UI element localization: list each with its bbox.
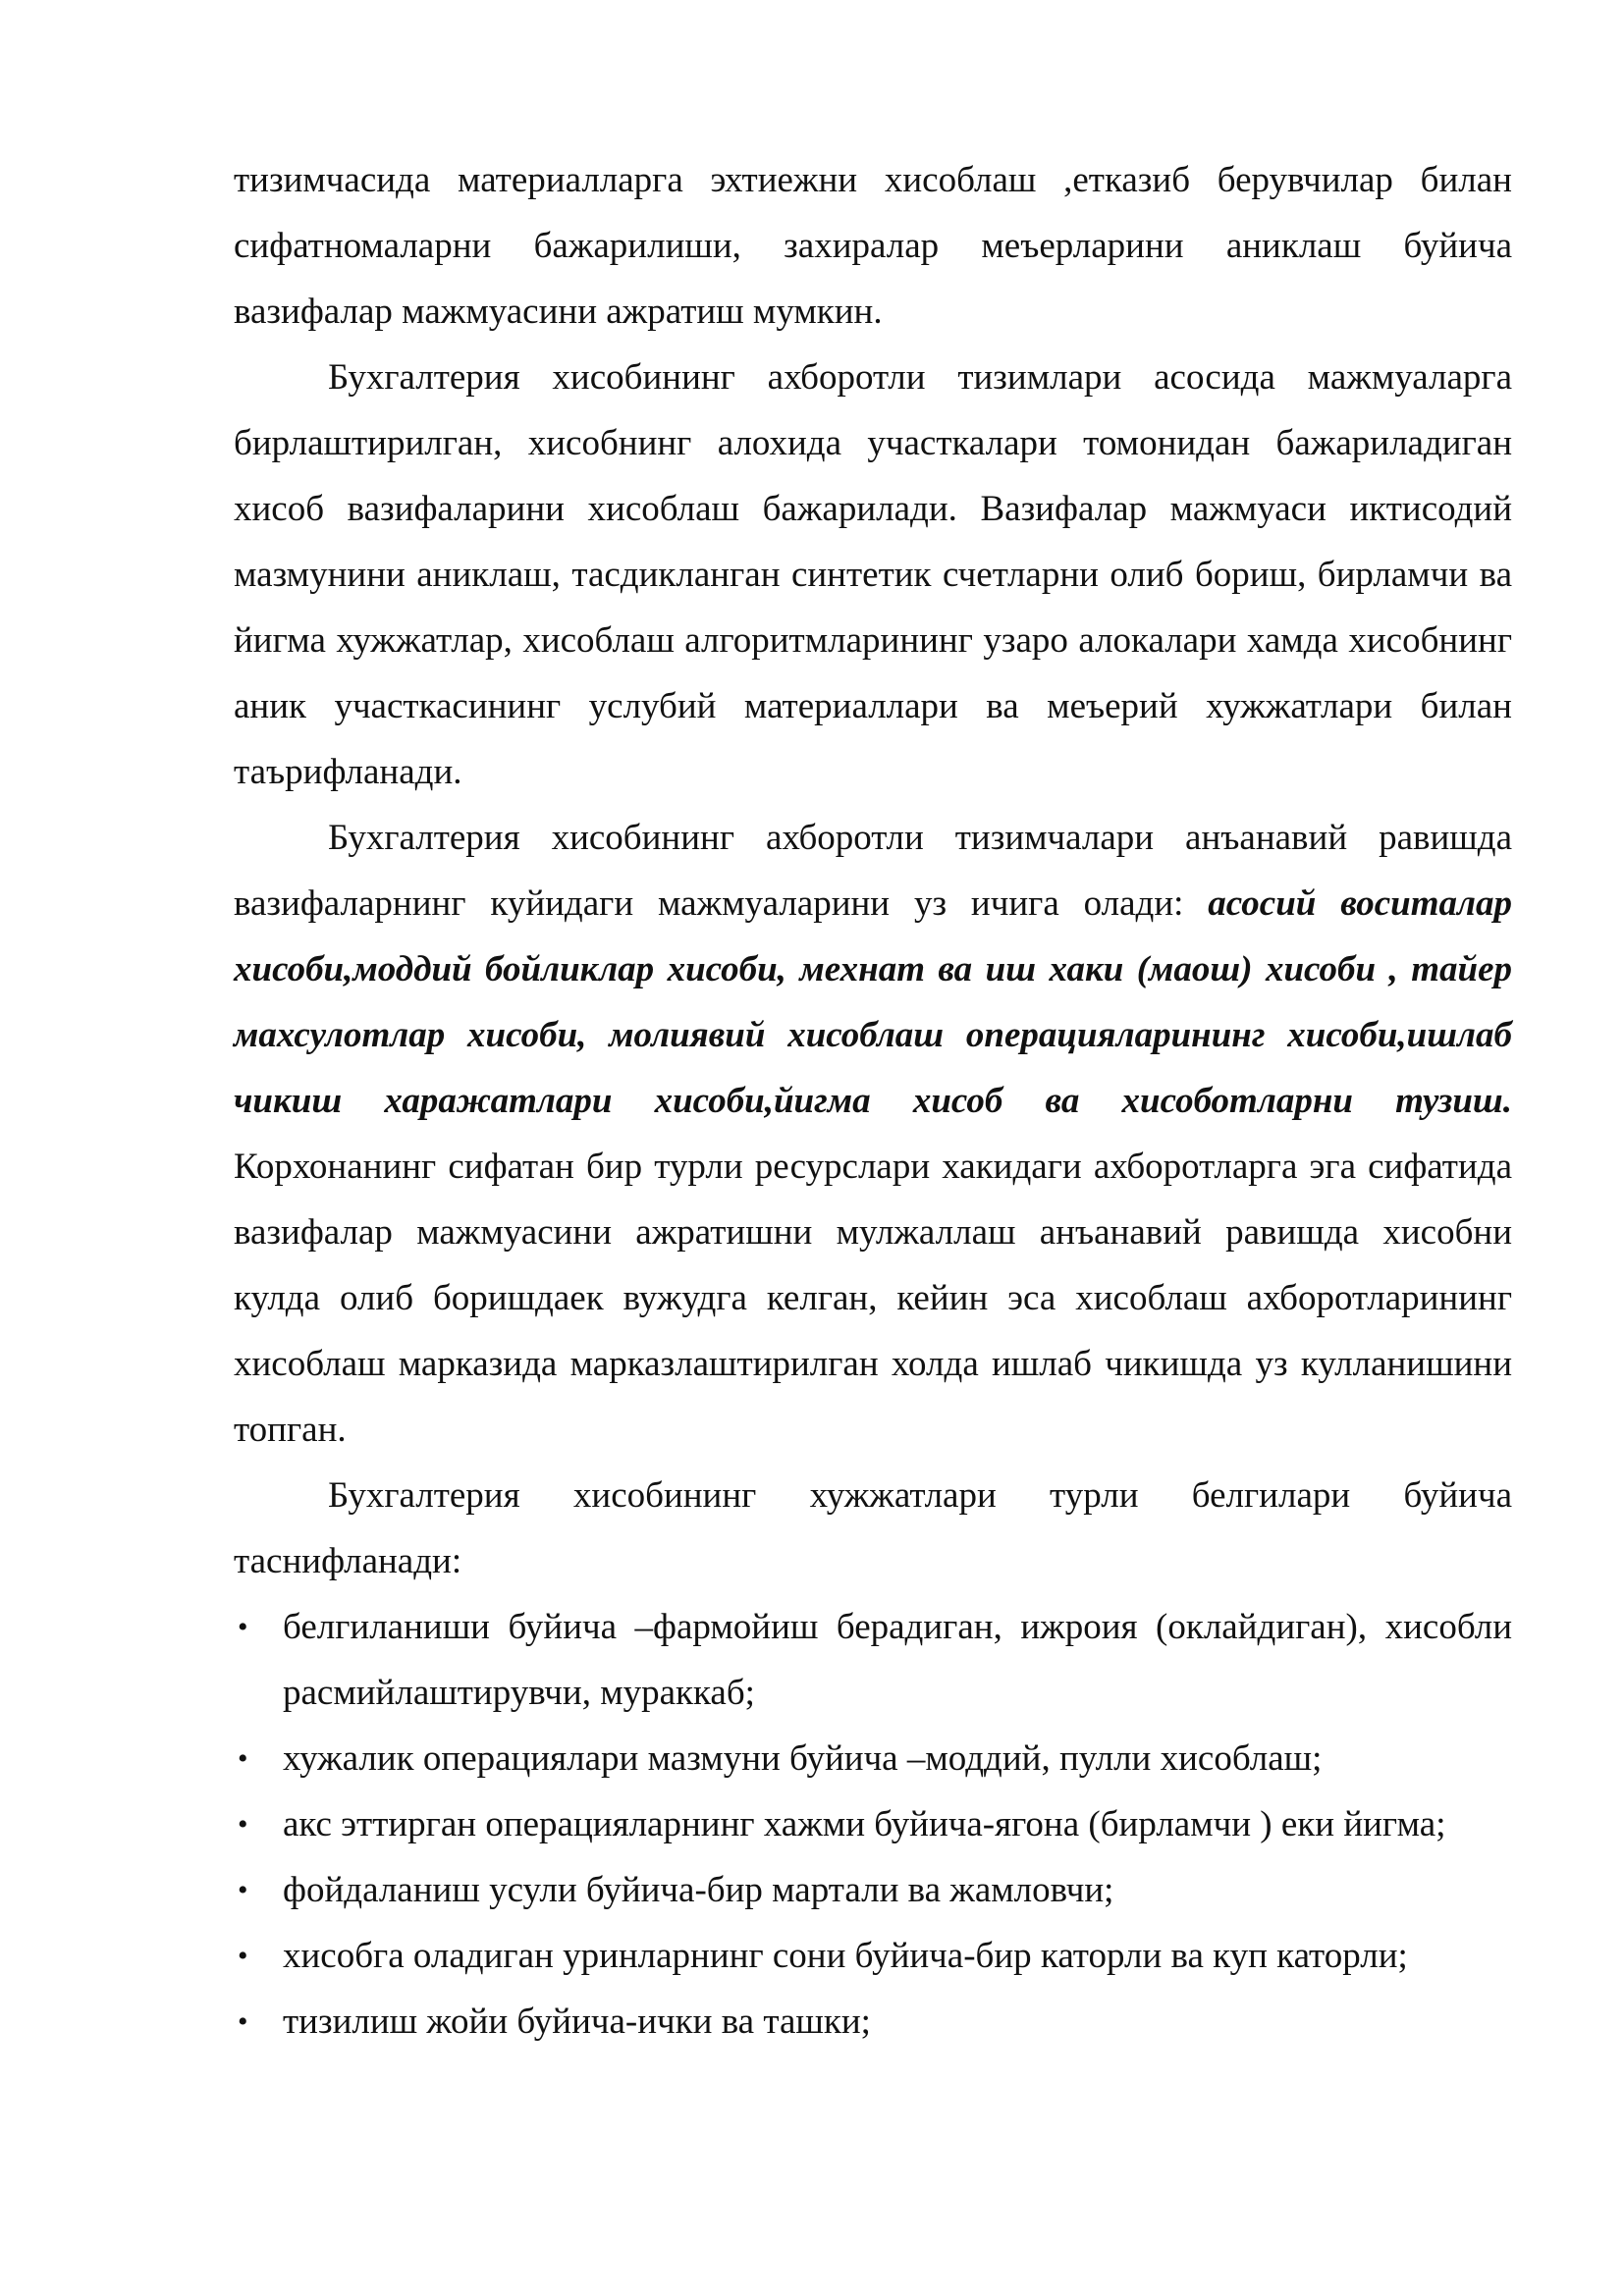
bullet-icon: • bbox=[238, 1808, 248, 1841]
list-item bbox=[234, 1726, 1512, 1791]
bullet-icon: • bbox=[238, 1874, 248, 1906]
list-item-text: хужалик операциялари мазмуни буйича –моддий, пулли хисоблаш; bbox=[283, 1738, 1323, 1779]
list-item-text: тизилиш жойи буйича-ички ва ташки; bbox=[283, 2002, 871, 2042]
paragraph-2: Бухгалтерия хисобининг ахборотли тизимлари асосида мажмуаларга бирлаштирилган, хисобнинг алохида участкалари томонидан бажариладиган хисоб вазифаларини хисоблаш бажарилади. Вазифалар мажмуаси иктисодий мазмунини аниклаш, тасдикланган синтетик счетларни олиб бориш, бирламчи ва йигма хужжатлар, хисоблаш алгоритмларининг узаро алокалари хамда хисобнинг аник участкасининг услубий материаллари ва меъерий хужжатлари билан таърифланади. bbox=[234, 357, 1512, 792]
list-item bbox=[234, 1857, 1512, 1923]
bullet-icon: • bbox=[238, 1940, 248, 1972]
paragraph-1: тизимчасида материалларга эхтиежни хисоблаш ,етказиб берувчилар билан сифатномаларни бажарилиши, захиралар меъерларини аниклаш буйича вазифалар мажмуасини ажратиш мумкин. bbox=[234, 160, 1512, 332]
list-item-text: акс эттирган операцияларнинг хажми буйича-ягона (бирламчи ) еки йигма; bbox=[283, 1804, 1446, 1844]
list-item bbox=[234, 1594, 1512, 1726]
paragraph-4: Бухгалтерия хисобининг хужжатлари турли белгилари буйича таснифланади: bbox=[234, 1475, 1512, 1581]
paragraph-3-start: Бухгалтерия хисобининг ахборотли тизимчалари анъанавий равишда вазифаларнинг куйидаги мажмуаларини уз ичига олади: bbox=[234, 818, 1512, 924]
document-page bbox=[234, 147, 1512, 2055]
bullet-icon: • bbox=[238, 1611, 248, 1643]
paragraph-3-bold-list: асосий воситалар хисоби,моддий бойликлар хисоби, мехнат ва иш хаки (маош) хисоби , тайер махсулотлар хисоби, молиявий хисоблаш операцияларининг хисоби,ишлаб чикиш харажатлари хисоби,йигма хисоб ва хисоботларни тузиш. bbox=[234, 883, 1513, 1121]
bullet-icon: • bbox=[238, 1742, 248, 1775]
paragraph-3-end: Корхонанинг сифатан бир турли ресурслари хакидаги ахборотларга эга сифатида вазифалар мажмуасини ажратишни мулжаллаш анъанавий равишда хисобни кулда олиб боришдаек вужудга келган, кейин эса хисоблаш ахборотларининг хисоблаш марказида марказлаштирилган холда ишлаб чикишда уз кулланишини топган. bbox=[234, 1147, 1512, 1450]
list-item bbox=[234, 1923, 1512, 1989]
list-item-text: хисобга оладиган уринларнинг сони буйича-бир каторли ва куп каторли; bbox=[283, 1936, 1408, 1976]
list-item bbox=[234, 1989, 1512, 2055]
list-item-text: фойдаланиш усули буйича-бир мартали ва жамловчи; bbox=[283, 1870, 1114, 1910]
paragraph-3 bbox=[234, 805, 1512, 1463]
classification-list bbox=[234, 1594, 1512, 2055]
bullet-icon: • bbox=[238, 2005, 248, 2038]
list-item bbox=[234, 1791, 1512, 1857]
list-item-text: белгиланиши буйича –фармойиш берадиган, ижроия (оклайдиган), хисобли расмийлаштирувчи, мураккаб; bbox=[283, 1607, 1512, 1713]
